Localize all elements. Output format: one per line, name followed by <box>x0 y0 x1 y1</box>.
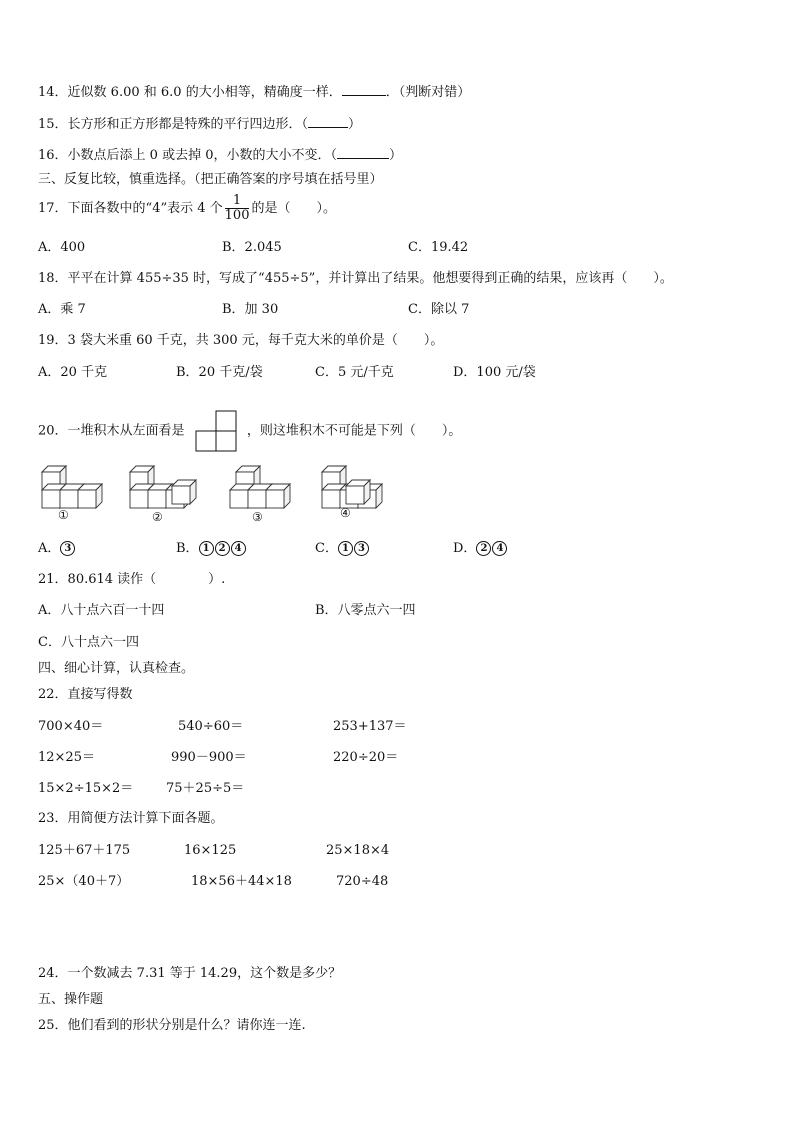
question-21: 21．80.614 读作（ ）. <box>38 572 226 587</box>
question-25: 25．他们看到的形状分别是什么？请你连一连. <box>38 1018 306 1033</box>
calc-item: 700×40＝ <box>38 719 104 734</box>
q18-option-a[interactable]: A．乘 7 <box>38 302 86 317</box>
calc-item: 540÷60＝ <box>178 719 244 734</box>
question-16: 16．小数点后添上 0 或去掉 0，小数的大小不变．（ ） <box>38 145 402 165</box>
q19-option-b[interactable]: B．20 千克/袋 <box>176 365 263 380</box>
figure-label-1: ① <box>58 508 69 522</box>
q20-option-d[interactable]: D． 2 4 <box>453 540 508 558</box>
calc-item: 25×（40＋7） <box>38 874 130 889</box>
calc-item: 12×25＝ <box>38 750 95 765</box>
left-view-shape-icon <box>191 410 241 452</box>
figure-label-3: ③ <box>252 510 263 524</box>
q20-option-a[interactable]: A． 3 <box>38 540 76 558</box>
q17-option-b[interactable]: B．2.045 <box>222 240 282 255</box>
section-4-heading: 四、细心计算，认真检查。 <box>38 661 195 676</box>
figure-label-4: ④ <box>340 506 351 520</box>
calc-item: 720÷48 <box>336 874 389 889</box>
calc-item: 18×56＋44×18 <box>191 874 292 889</box>
q21-option-b[interactable]: B．八零点六一四 <box>315 603 416 618</box>
calc-item: 253+137＝ <box>333 719 407 734</box>
calc-item: 25×18×4 <box>326 843 390 858</box>
q17-option-a[interactable]: A．400 <box>38 240 86 255</box>
figure-4[interactable] <box>322 466 382 508</box>
question-17: 17．下面各数中的“4”表示 4 个 $\frac{1}{100}$ 的是（ ）。 <box>38 193 336 223</box>
calc-item: 125＋67＋175 <box>38 843 131 858</box>
calc-item: 15×2÷15×2＝ <box>38 781 134 796</box>
q18-option-c[interactable]: C．除以 7 <box>408 302 470 317</box>
q19-option-d[interactable]: D．100 元/袋 <box>453 365 536 380</box>
q19-option-a[interactable]: A．20 千克 <box>38 365 108 380</box>
figure-3[interactable] <box>230 466 290 508</box>
figure-2[interactable] <box>130 466 196 508</box>
q21-option-a[interactable]: A．八十点六百一十四 <box>38 603 165 618</box>
section-5-heading: 五、操作题 <box>38 992 104 1007</box>
question-15: 15．长方形和正方形都是特殊的平行四边形．（ ） <box>38 114 361 134</box>
calc-item: 990－900＝ <box>171 750 247 765</box>
answer-blank[interactable] <box>308 114 348 128</box>
calc-item: 16×125 <box>184 843 237 858</box>
q18-option-b[interactable]: B．加 30 <box>222 302 279 317</box>
question-22: 22．直接写得数 <box>38 687 133 702</box>
calc-item: 220÷20＝ <box>333 750 399 765</box>
q20-option-b[interactable]: B． 1 2 4 <box>176 540 247 558</box>
q17-option-c[interactable]: C．19.42 <box>408 240 469 255</box>
question-19: 19．3 袋大米重 60 千克，共 300 元，每千克大米的单价是（ ）。 <box>38 333 444 348</box>
question-20: 20．一堆积木从左面看是 ，则这堆积木不可能是下列（ ）。 <box>38 410 461 452</box>
section-3-heading: 三、反复比较，慎重选择。（把正确答案的序号填在括号里） <box>38 172 383 187</box>
answer-blank[interactable] <box>342 82 386 96</box>
question-18: 18．平平在计算 455÷35 时，写成了“455÷5”，并计算出了结果。他想要得到正确的结果，应该再（ ）。 <box>38 271 673 286</box>
q20-option-c[interactable]: C． 1 3 <box>315 540 370 558</box>
fraction: $\frac{1}{100}$ <box>224 193 250 223</box>
question-24: 24．一个数减去 7.31 等于 14.29，这个数是多少？ <box>38 966 342 981</box>
figure-1[interactable] <box>42 466 102 508</box>
q19-option-c[interactable]: C．5 元/千克 <box>315 365 394 380</box>
figure-label-2: ② <box>152 510 163 524</box>
q21-option-c[interactable]: C．八十点六一四 <box>38 635 139 650</box>
answer-blank[interactable] <box>337 145 389 159</box>
question-14: 14．近似数 6.00 和 6.0 的大小相等，精确度一样． ．（判断对错） <box>38 82 470 102</box>
calc-item: 75＋25÷5＝ <box>166 781 245 796</box>
question-23: 23．用简便方法计算下面各题。 <box>38 811 224 826</box>
